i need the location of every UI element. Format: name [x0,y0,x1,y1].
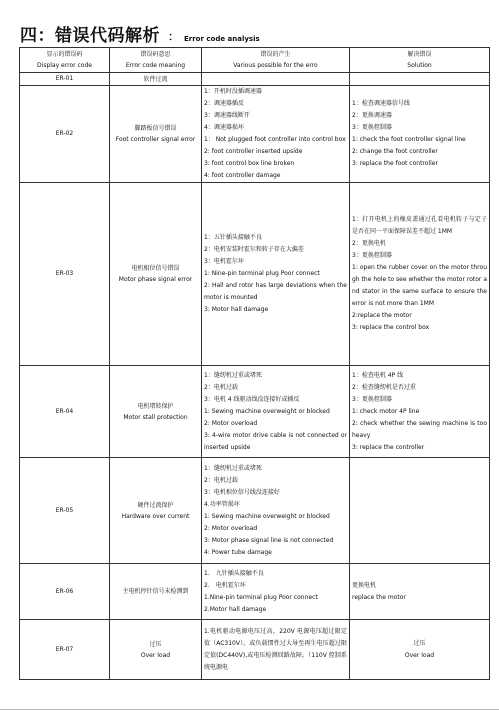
cause-line: 2.Motor hall damage [204,605,267,613]
cause-line: 1: Sewing machine overweight or blocked [204,512,330,520]
solution-line: 1: open the rubber cover on the motor through the hole to see whether the motor rotor and stator in the same surface to ensure the error is not more than 1MM [352,264,487,307]
error-code-table [19,47,490,680]
cause-line: 1：缝纫机过重或堵死 [204,464,262,472]
cause-line: 3：调速器线断开 [204,112,250,119]
error-cause-cell [202,86,350,183]
error-cause-cell [202,366,350,458]
error-meaning-line: Hardware over current [121,512,190,520]
cause-line: 3：电机 4 线驱动线没连接好或插反 [204,395,300,403]
solution-cell [350,620,490,680]
error-code-cell: ER-07 [20,620,110,680]
error-meaning-cell [110,366,202,458]
section-title-cn: 四：错误代码解析 [20,26,160,46]
cause-line: 1. 九针插头接触不良 [204,569,264,577]
cause-line: 2: Motor overload [204,524,258,532]
error-meaning-line: 脚踏板信号错误 [134,125,177,132]
header-display-code: 显示的错误码 Display error code [20,48,110,73]
cause-line: 2. 电机霍尔坏 [204,581,246,589]
error-meaning-line: Motor stall protection [123,413,188,421]
error-meaning-line: Foot controller signal error [115,136,196,143]
cause-line: 3: foot control box line broken [204,160,295,167]
table-row [20,458,490,564]
page-bottom-edge [0,709,499,710]
header-solution: 解决错误 Solution [350,48,490,73]
cause-line: 4: foot controller damage [204,172,281,179]
error-meaning-line: 电机堵转保护 [137,402,174,410]
solution-line: 2：更换电机 [352,240,386,247]
error-code-cell: ER-01 [20,73,110,86]
error-cause-cell [202,73,350,86]
solution-line: 2：更换调速器 [352,112,392,119]
cause-line: 2：电机过载 [204,476,238,484]
cause-line: 3: Motor hall damage [204,306,269,313]
error-code-cell: ER-02 [20,86,110,183]
error-meaning-line: Motor phase signal error [118,276,193,283]
solution-line: 3：更换控制器 [352,395,392,403]
solution-cell [350,86,490,183]
error-meaning-line: 软件过流 [143,75,168,83]
cause-line: 1.Nine-pin terminal plug Poor connect [204,593,318,601]
error-meaning-cell [110,183,202,366]
cause-line: 1.电机驱动电源电压过高，220V 电源电压超过限定值（AC310V）。或负载惯性过大导至再生电压超过限定值(DC440V),或电压检测回路故障。（110V 控制系统电源电 [204,627,347,671]
cause-line: 2: foot controller inserted upside [204,148,303,155]
cause-line: 2：电机过载 [204,383,238,391]
solution-line: 3: replace the foot controller [352,160,438,167]
cause-line: 2: Hall and rotor has large deviations when the motor is mounted [204,282,347,301]
error-meaning-line: 主电机停针信号未检测到 [122,588,189,595]
cause-line: 1： Not plugged foot controller into control box [204,136,346,143]
solution-cell [350,183,490,366]
error-cause-cell [202,620,350,680]
solution-line: 1: check motor 4P line [352,407,420,415]
table-row [20,564,490,620]
error-code-cell: ER-06 [20,564,110,620]
cause-line: 2：电机安装时霍尔和转子存在大偏差 [204,246,304,253]
cause-line: 1：五针插头接触不良 [204,234,262,241]
solution-line: 更换电机 [352,581,377,589]
table-row [20,183,490,366]
error-meaning-cell [110,86,202,183]
table-header-row [20,48,490,73]
error-meaning-cell [110,73,202,86]
solution-cell [350,564,490,620]
error-meaning-cell [110,620,202,680]
cause-line: 4.功率管损坏 [204,500,240,508]
error-meaning-line: 过压 [149,640,162,648]
table-row [20,73,490,86]
cause-line: 3：电机相位信号线没连接好 [204,488,280,496]
solution-line: 3: replace the control box [352,324,430,331]
section-title-en: Error code analysis [184,35,260,43]
solution-line: 2：检查缝纫机是否过重 [352,383,416,391]
table-row [20,86,490,183]
error-meaning-line: Over load [140,651,171,659]
solution-line: 1: check the foot controller signal line [352,136,466,143]
section-title [20,22,260,46]
solution-line: 3：更换控制器 [352,124,392,131]
solution-line: 过压 [413,639,426,647]
cause-line: 1: Sewing machine overweight or blocked [204,407,330,415]
error-meaning-cell [110,564,202,620]
solution-cell [350,366,490,458]
solution-cell [350,73,490,86]
solution-line: 2: check whether the sewing machine is too heavy [352,419,487,439]
cause-line: 1: Nine-pin terminal plug Poor connect [204,270,320,277]
solution-line: 3: replace the controller [352,443,425,451]
cause-line: 2：调速器插反 [204,100,244,107]
solution-cell [350,458,490,564]
solution-line: 1：检查电机 4P 线 [352,371,404,379]
error-cause-cell [202,564,350,620]
table-row [20,366,490,458]
error-meaning-line: 电机相位信号错误 [131,265,180,272]
error-cause-cell [202,458,350,564]
cause-line: 3: Motor phase signal line is not connected [204,536,334,544]
solution-line: 2: change the foot controller [352,148,438,155]
section-title-separator: ： [168,30,179,43]
cause-line: 1：缝纫机过重或堵死 [204,371,262,379]
header-cause: 错误的产生 Various possible for the erro [202,48,350,73]
table-body [20,73,490,680]
cause-line: 4: Power tube damage [204,548,272,556]
solution-line: 3：更换控制器 [352,252,392,259]
solution-line: 1：打开电机上的橡皮盖通过孔看电机转子与定子是否在同一平面保障误差不超过 1MM [352,216,487,235]
solution-line: 1：检查调速器信号线 [352,100,410,107]
error-code-cell: ER-05 [20,458,110,564]
cause-line: 3: 4-wire motor drive cable is not connected or inserted upside [204,431,347,451]
cause-line: 1：开机时没插调速器 [204,88,262,95]
cause-line: 4：调速器损坏 [204,124,244,131]
error-code-cell: ER-03 [20,183,110,366]
cause-line: 2: Motor overload [204,419,258,427]
cause-line: 3：电机霍尔坏 [204,258,244,265]
solution-line: 2:replace the motor [352,312,412,319]
error-code-cell: ER-04 [20,366,110,458]
table-row [20,620,490,680]
error-meaning-cell [110,458,202,564]
error-cause-cell [202,183,350,366]
error-meaning-line: 硬件过流保护 [137,501,174,509]
solution-line: replace the motor [352,593,406,601]
solution-line: Over load [404,651,435,659]
header-meaning: 错误码意思 Error code meaning [110,48,202,73]
